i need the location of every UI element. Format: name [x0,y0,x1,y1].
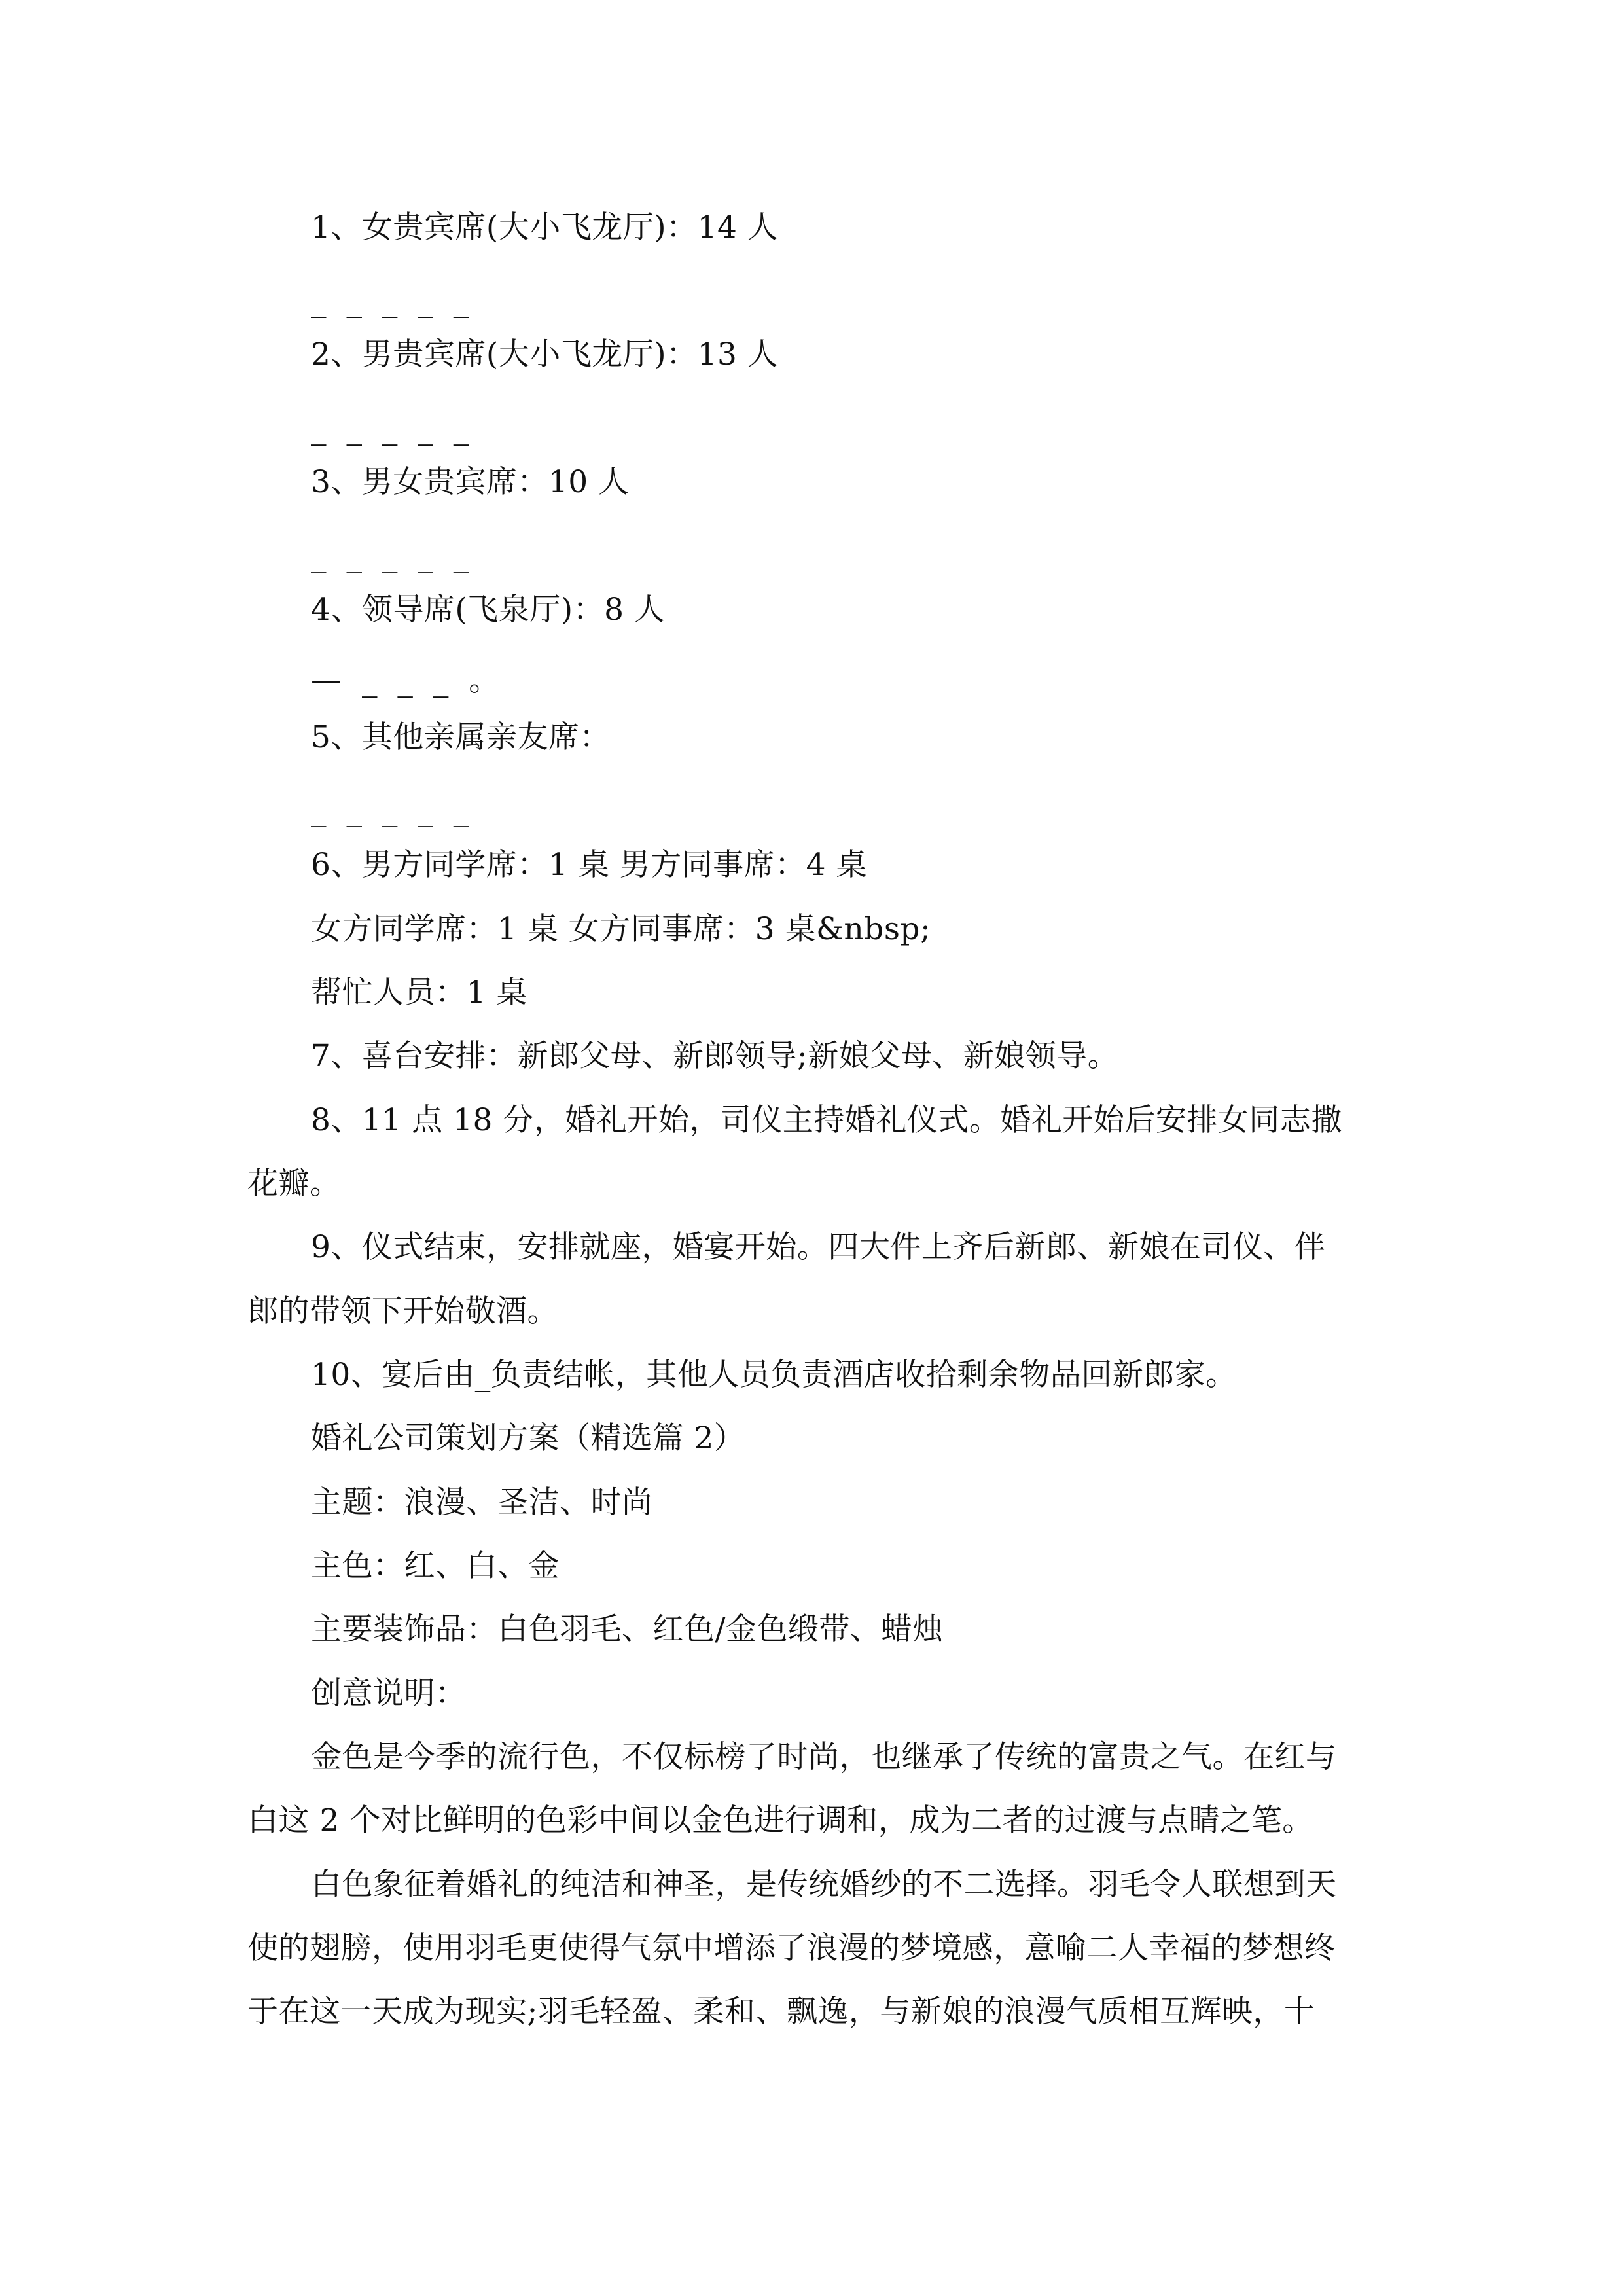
list-item: 创意说明： [311,1676,467,1712]
list-item: 5、其他亲属亲友席： [311,719,611,755]
paragraph-line: 9、仪式结束，安排就座，婚宴开始。四大件上齐后新郎、新娘在司仪、伴 [311,1229,1326,1265]
blank-line: _ _ _ _ _ [311,538,474,574]
paragraph-line: 金色是今季的流行色，不仅标榜了时尚，也继承了传统的富贵之气。在红与 [311,1739,1337,1775]
paragraph-line: 使的翅膀，使用羽毛更使得气氛中增添了浪漫的梦境感，意喻二人幸福的梦想终 [247,1930,1336,1966]
list-item: 主色：红、白、金 [311,1548,560,1584]
list-item: 3、男女贵宾席：10 人 [311,464,630,500]
list-item: 主要装饰品：白色羽毛、红色/金色缎带、蜡烛 [311,1611,944,1647]
paragraph-line: 于在这一天成为现实;羽毛轻盈、柔和、飘逸，与新娘的浪漫气质相互辉映，十 [247,1994,1315,2030]
blank-line: _ _ _ _ _ [311,410,474,446]
list-item: 7、喜台安排：新郎父母、新郎领导;新娘父母、新娘领导。 [311,1038,1119,1074]
paragraph-line: 10、宴后由_负责结帐，其他人员负责酒店收拾剩余物品回新郎家。 [311,1357,1237,1393]
list-item: 主题：浪漫、圣洁、时尚 [311,1484,653,1520]
paragraph-line: 白这 2 个对比鲜明的色彩中间以金色进行调和，成为二者的过渡与点睛之笔。 [247,1803,1313,1839]
paragraph-line: 8、11 点 18 分，婚礼开始，司仪主持婚礼仪式。婚礼开始后安排女同志撒 [311,1102,1342,1138]
list-item: 女方同学席：1 桌 女方同事席：3 桌&nbsp; [311,911,931,947]
list-item: 1、女贵宾席(大小飞龙厅)：14 人 [311,209,779,245]
list-item: 帮忙人员：1 桌 [311,975,527,1011]
paragraph-line: 白色象征着婚礼的纯洁和神圣，是传统婚纱的不二选择。羽毛令人联想到天 [311,1867,1337,1903]
paragraph-line: 花瓣。 [247,1166,341,1202]
list-item: 6、男方同学席：1 桌 男方同事席：4 桌 [311,847,868,883]
list-item: 4、领导席(飞泉厅)：8 人 [311,592,666,628]
blank-line: — _ _ _ 。 [311,662,505,698]
list-item: 2、男贵宾席(大小飞龙厅)：13 人 [311,336,779,372]
section-title: 婚礼公司策划方案（精选篇 2） [311,1420,745,1456]
blank-line: _ _ _ _ _ [311,283,474,319]
blank-line: _ _ _ _ _ [311,792,474,828]
paragraph-line: 郎的带领下开始敬酒。 [247,1293,558,1329]
